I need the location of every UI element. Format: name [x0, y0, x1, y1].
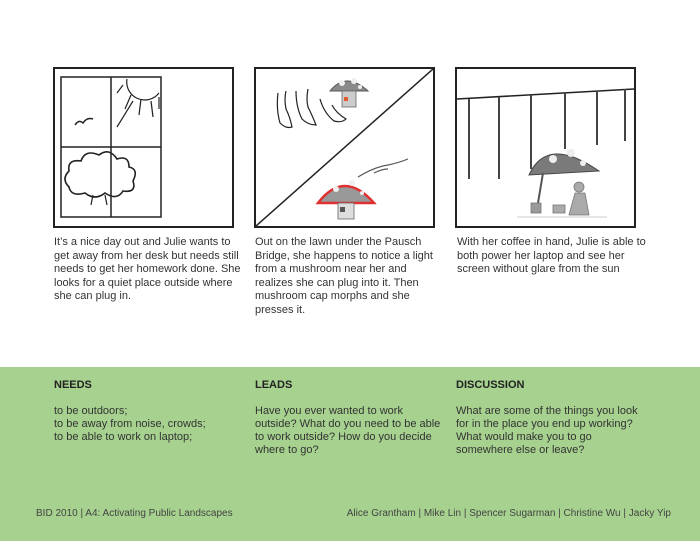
bird-icon	[75, 119, 93, 126]
authors-footer: Alice Grantham | Mike Lin | Spencer Sugarman | Christine Wu | Jacky Yip	[346, 508, 671, 519]
needs-text: to be outdoors; to be away from noise, crowds; to be able to work on laptop;	[54, 405, 206, 443]
reaching-hand	[358, 159, 408, 177]
mushroom-icon	[330, 78, 368, 107]
mushroom-discovery-sketch	[256, 69, 433, 226]
storyboard-panel-3	[455, 67, 636, 228]
sun-icon	[117, 79, 159, 127]
panel-3-caption: With her coffee in hand, Julie is able to both power her laptop and see her screen without glare from the sun	[457, 236, 646, 275]
bridge-underside	[457, 89, 634, 99]
leads-heading: LEADS	[255, 379, 293, 391]
leads-text: Have you ever wanted to work outside? What do you need to be able to work outside? How do you decide where to go?	[255, 405, 441, 456]
discussion-heading: DISCUSSION	[456, 379, 525, 391]
feet-sketch	[277, 89, 346, 128]
window-sketch	[55, 69, 232, 226]
storyboard-panel-2	[254, 67, 435, 228]
panel-1-caption: It’s a nice day out and Julie wants to get away from her desk but needs still needs to get her homework done. She looks for a quiet place outside where she can plug in.	[54, 236, 241, 302]
working-under-mushroom-sketch	[457, 69, 634, 226]
course-footer: BID 2010 | A4: Activating Public Landscapes	[36, 508, 233, 519]
discussion-text: What are some of the things you look for in the place you end up working? What would make you to go somewhere else or leave?	[456, 405, 638, 456]
shade-mushroom-icon	[529, 149, 599, 209]
cloud-icon	[65, 152, 135, 197]
glowing-mushroom-icon	[318, 180, 374, 219]
panel-2-caption: Out on the lawn under the Pausch Bridge, she happens to notice a light from a mushroom near her and realizes she can plug into it. Then mushroom cap morphs and she presses it.	[255, 236, 433, 316]
storyboard-panel-1	[53, 67, 234, 228]
needs-heading: NEEDS	[54, 379, 92, 391]
